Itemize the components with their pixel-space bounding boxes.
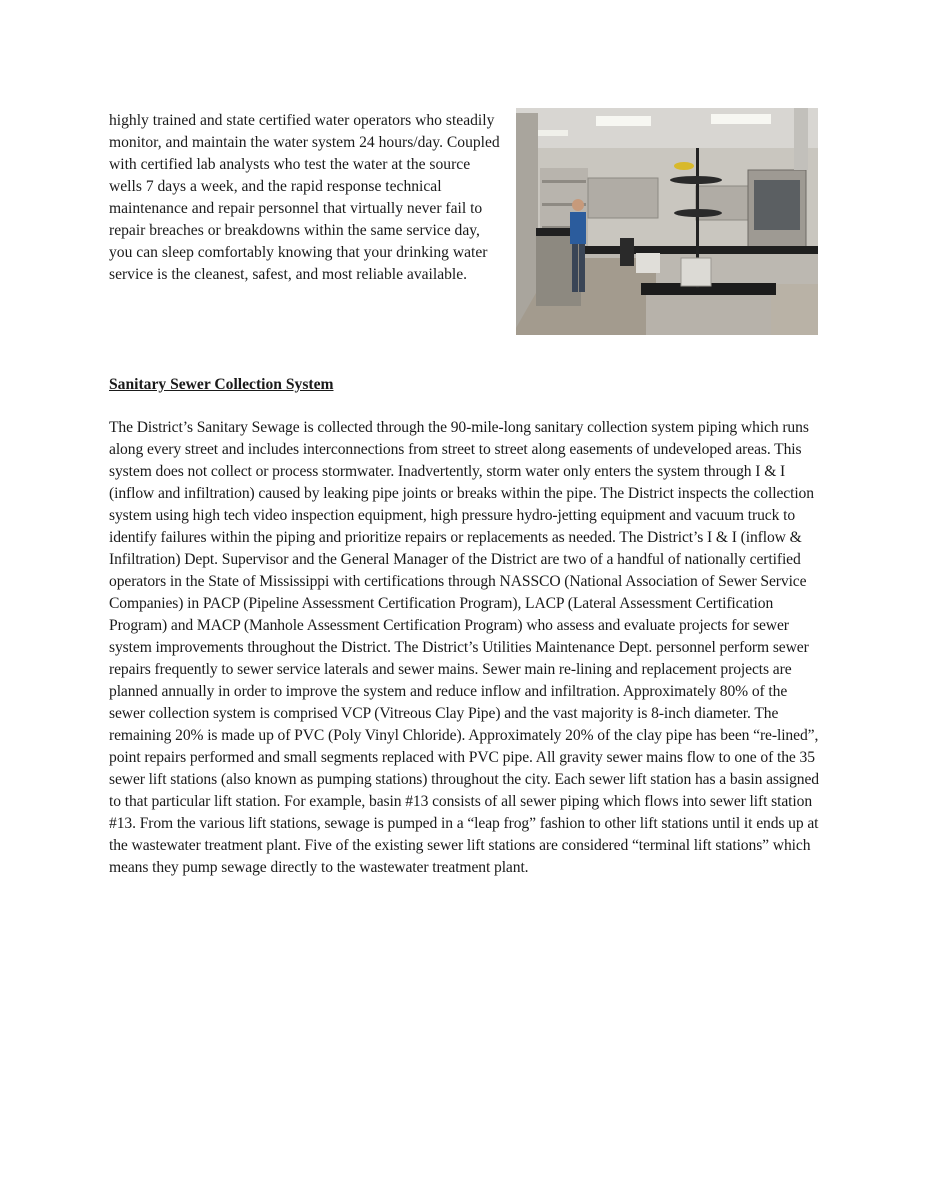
section-heading-sanitary-sewer: Sanitary Sewer Collection System [109, 376, 334, 393]
intro-paragraph: highly trained and state certified water operators who steadily monitor, and maintain the water system 24 hours/day. Coupled with certified lab analysts who test the water at the source wells 7 days a week, and the rapid response technical maintenance and repair personnel that virtually never fail to repair breaches or breakdowns within the same service day, you can sleep comfortably knowing that your drinking water service is the cleanest, safest, and most reliable available. [109, 112, 500, 283]
sanitary-sewer-paragraph: The District’s Sanitary Sewage is collected through the 90-mile-long sanitary collection system piping which runs along every street and includes interconnections from street to street along easements of undeveloped areas. This system does not collect or process stormwater. Inadvertently, storm water only enters the system through I & I (inflow and infiltration) caused by leaking pipe joints or breaks within the pipe. The District inspects the collection system using high tech video inspection equipment, high pressure hydro-jetting equipment and vacuum truck to identify failures within the piping and prioritize repairs or replacements as needed. The District’s I & I (inflow & Infiltration) Dept. Supervisor and the General Manager of the District are two of a handful of nationally certified operators in the State of Mississippi with certifications through NASSCO (National Association of Sewer Service Companies) in PACP (Pipeline Assessment Certification Program), LACP (Lateral Assessment Certification Program) and MACP (Manhole Assessment Certification Program) who assess and evaluate projects for sewer system improvements throughout the District. The District’s Utilities Maintenance Dept. personnel perform sewer repairs frequently to sewer service laterals and sewer mains. Sewer main re-lining and replacement projects are planned annually in order to improve the system and reduce inflow and infiltration. Approximately 80% of the sewer collection system is comprised VCP (Vitreous Clay Pipe) and the vast majority is 8-inch diameter. The remaining 20% is made up of PVC (Poly Vinyl Chloride). Approximately 20% of the clay pipe has been “re-lined”, point repairs performed and small segments replaced with PVC pipe. All gravity sewer mains flow to one of the 35 sewer lift stations (also known as pumping stations) throughout the city. Each sewer lift station has a basin assigned to that particular lift station. For example, basin #13 consists of all sewer piping which flows into sewer lift station #13. From the various lift stations, sewage is pumped in a “leap frog” fashion to other lift stations until it ends up at the wastewater treatment plant. Five of the existing sewer lift stations are considered “terminal lift stations” which means they pump sewage directly to the wastewater treatment plant. [109, 419, 819, 876]
lab-photo [516, 108, 818, 335]
